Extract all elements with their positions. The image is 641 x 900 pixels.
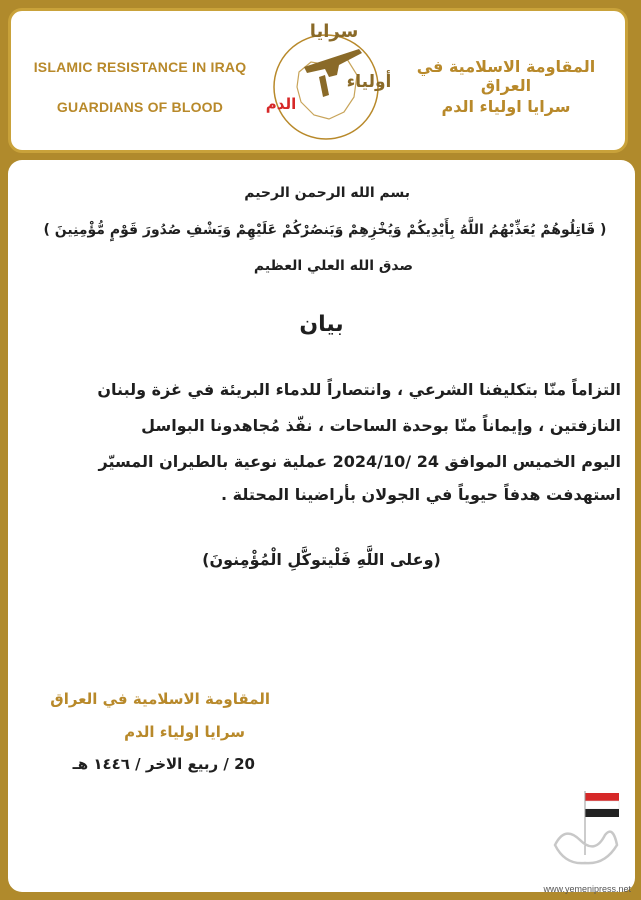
organization-logo (259, 17, 394, 147)
statement-line-1: التزاماً منّا بتكليفنا الشرعي ، وانتصاراً للدماء البريئة في غزة ولبنان (97, 380, 621, 399)
arabic-org-name: المقاومة الاسلامية في العراق (416, 57, 596, 95)
signature-org: المقاومة الاسلامية في العراق (50, 690, 270, 708)
logo-text-aldam: الدم (265, 95, 297, 113)
statement-line-4: استهدفت هدفاً حيوياً في الجولان بأراضينا المحتلة . (220, 485, 621, 504)
quran-verse: ( قَاتِلُوهُمْ يُعَذِّبْهُمُ اللَّهُ بِأَيْدِيكُمْ وَيُخْزِهِمْ وَيَنصُرْكُمْ عَلَيْهِمْ وَيَشْفِ صُدُورَ قَوْمٍ مُّؤْمِنِينَ ) (43, 222, 607, 238)
signature-brigade: سرايا اولياء الدم (124, 723, 245, 741)
statement-page (8, 160, 635, 892)
watermark-flag-logo (545, 785, 625, 880)
english-brigade-name: GUARDIANS OF BLOOD (56, 99, 224, 115)
sadaq-line: صدق الله العلي العظيم (253, 258, 413, 274)
logo-text-awliya: أولياء (346, 72, 392, 92)
closing-verse: (وعلى اللَّهِ فَلْيتوكَّلِ الْمُؤْمِنونَ) (202, 550, 441, 569)
letterhead (8, 8, 628, 153)
arabic-brigade-name: سرايا اولياء الدم (441, 97, 571, 116)
watermark-url: www.yemenipress.net (543, 884, 631, 894)
english-org-name: ISLAMIC RESISTANCE IN IRAQ (33, 59, 247, 75)
statement-line-2: النازفتين ، وإيماناً منّا بوحدة الساحات ، نفّذ مُجاهدونا البواسل (141, 416, 621, 435)
statement-line-3: اليوم الخميس الموافق 24 /2024/10 عملية نوعية بالطيران المسيّر (98, 452, 621, 471)
basmala: بسم الله الرحمن الرحيم (244, 185, 410, 201)
signature-date: 20 / ربيع الاخر / ١٤٤٦ هـ (72, 755, 255, 773)
logo-text-saraya: سرايا (309, 21, 359, 42)
statement-title: بيان (299, 312, 344, 337)
